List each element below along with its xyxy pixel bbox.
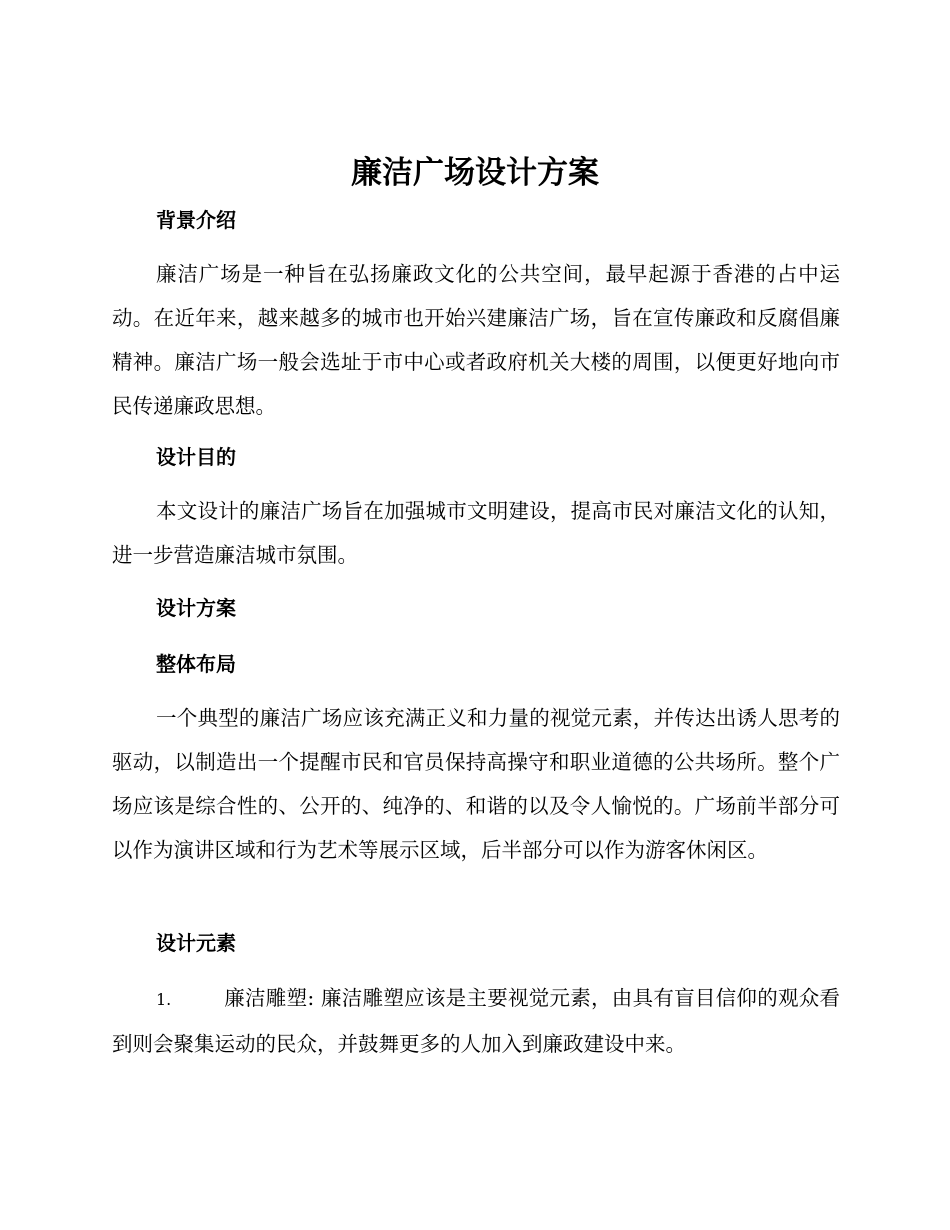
list-item-text: 廉洁雕塑: 廉洁雕塑应该是主要视觉元素，由具有盲目信仰的观众看到则会聚集运动的民众，并鼓舞更多的人加入到廉政建设中来。 bbox=[112, 986, 840, 1056]
document-title: 廉洁广场设计方案 bbox=[351, 155, 599, 191]
list-item-number: 1. bbox=[156, 990, 172, 1009]
paragraph-background: 廉洁广场是一种旨在弘扬廉政文化的公共空间，最早起源于香港的占中运动。在近年来，越来越多的城市也开始兴建廉洁广场，旨在宣传廉政和反腐倡廉精神。廉洁广场一般会选址于市中心或者政府机关大楼的周围，以便更好地向市民传递廉政思想。 bbox=[112, 262, 840, 418]
list-item bbox=[112, 976, 840, 1066]
heading-layout: 整体布局 bbox=[156, 652, 236, 676]
heading-elements: 设计元素 bbox=[156, 931, 236, 955]
paragraph-layout: 一个典型的廉洁广场应该充满正义和力量的视觉元素，并传达出诱人思考的驱动，以制造出一个提醒市民和官员保持高操守和职业道德的公共场所。整个广场应该是综合性的、公开的、纯净的、和谐的以及令人愉悦的。广场前半部分可以作为演讲区域和行为艺术等展示区域，后半部分可以作为游客休闲区。 bbox=[112, 706, 840, 862]
heading-background: 背景介绍 bbox=[156, 208, 236, 232]
heading-plan: 设计方案 bbox=[156, 596, 236, 620]
paragraph-purpose: 本文设计的廉洁广场旨在加强城市文明建设，提高市民对廉洁文化的认知，进一步营造廉洁城市氛围。 bbox=[112, 499, 840, 567]
heading-purpose: 设计目的 bbox=[156, 445, 236, 469]
